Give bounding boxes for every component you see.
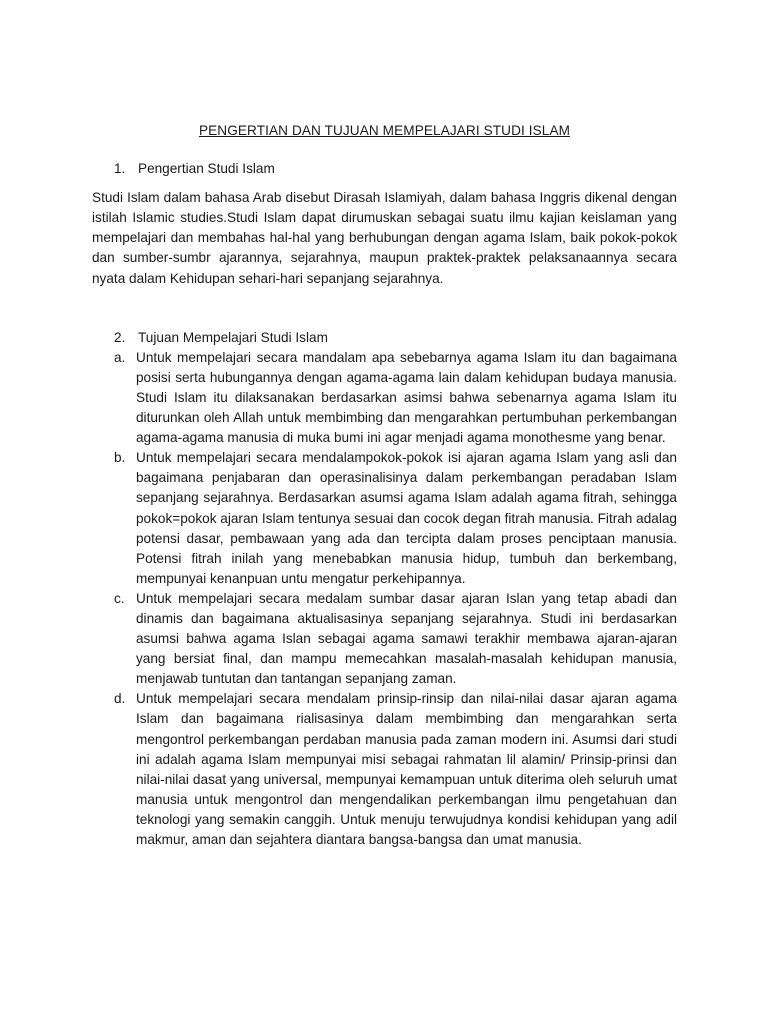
section-2-number: 2.: [114, 329, 126, 345]
section-definition: [92, 159, 677, 289]
section-1-paragraph: Studi Islam dalam bahasa Arab disebut Dirasah Islamiyah, dalam bahasa Inggris dikenal dengan istilah Islamic studies.Studi Islam dapat dirumuskan sebagai suatu ilmu kajian keislaman yang mempelajari dan membahas hal-hal yang berhubungan dengan agama Islam, baik pokok-pokok dan sumber-sumbr ajarannya, sejarahnya, maupun praktek-praktek pelaksanaannya secara nyata dalam Kehidupan sehari-hari sepanjang sejarahnya.: [92, 190, 677, 286]
section-1-heading-label: Pengertian Studi Islam: [138, 161, 275, 177]
section-2-heading: [92, 328, 677, 348]
list-item-marker: c.: [114, 590, 125, 606]
list-item-text: Untuk mempelajari secara mendalampokok-pokok isi ajaran agama Islam yang asli dan bagaimana penjabaran dan operasinalisinya dalam perkembangan peradaban Islam sepanjang sejarahnya. Berdasarkan asumsi agama Islam adalah agama fitrah, sehingga pokok=pokok ajaran Islam tentunya sesuai dan cocok degan fitrah manusia. Fitrah adalag potensi dasar, pembawaan yang ada dan tercipta dalam proses penciptaan manusia. Potensi fitrah inilah yang menebabkan manusia hidup, tumbuh dan berkembang, mempunyai kenanpuan untu mengatur perkehipannya.: [136, 450, 677, 586]
list-item-text: Untuk mempelajari secara mandalam apa sebebarnya agama Islam itu dan bagaimana posisi serta hubungannya dengan agama-agama lain dalam kehidupan budaya manusia. Studi Islam itu dilaksanakan berdasarkan asimsi bahwa sebenarnya agama Islam itu diturunkan oleh Allah untuk membimbing dan mengarahkan pertumbuhan perkembangan agama-agama manusia di muka bumi ini agar menjadi agama monothesme yang benar.: [136, 349, 677, 446]
objectives-list: [92, 348, 677, 850]
list-item: [92, 448, 677, 589]
list-item-text: Untuk mempelajari secara mendalam prinsip-rinsip dan nilai-nilai dasar ajaran agama Islam dan bagaimana rialisasinya dalam membimbing dan mengarahkan serta mengontrol perkembangan perdaban manusia pada zaman modern ini. Asumsi dari studi ini adalah agama Islam mempunyai misi sebagai rahmatan lil alamin/ Prinsip-prinsi dan nilai-nilai dasat yang universal, mempunyai kemampuan untuk diterima oleh seluruh umat manusia untuk mengontrol dan mengendalikan perkembangan ilmu pengetahuan dan teknologi yang semakin canggih. Untuk menuju terwujudnya kondisi kehidupan yang adil makmur, aman dan sejahtera diantara bangsa-bangsa dan umat manusia.: [136, 691, 677, 847]
section-objectives: [92, 328, 677, 850]
list-item: [92, 689, 677, 850]
document-body: [92, 121, 677, 850]
section-1-heading: [92, 159, 677, 179]
document-title: PENGERTIAN DAN TUJUAN MEMPELAJARI STUDI ISLAM: [198, 123, 571, 138]
section-1-number: 1.: [114, 161, 126, 177]
list-item-marker: b.: [114, 450, 126, 466]
section-2-heading-label: Tujuan Mempelajari Studi Islam: [138, 329, 328, 345]
list-item: [92, 348, 677, 448]
list-item-marker: a.: [114, 349, 126, 365]
list-item-text: Untuk mempelajari secara medalam sumbar dasar ajaran Islan yang tetap abadi dan dinamis dan bagaimana aktualisasinya sepanjang sejarahnya. Studi ini berdasarkan asumsi bahwa agama Islan sebagai agama samawi terakhir membawa ajaran-ajaran yang bersiat final, dan mampu memecahkan masalah-masalah kehidupan manusia, menjawab tuntutan dan tantangan sepanjang zaman.: [136, 590, 677, 687]
list-item-marker: d.: [114, 691, 126, 707]
list-item: [92, 589, 677, 689]
